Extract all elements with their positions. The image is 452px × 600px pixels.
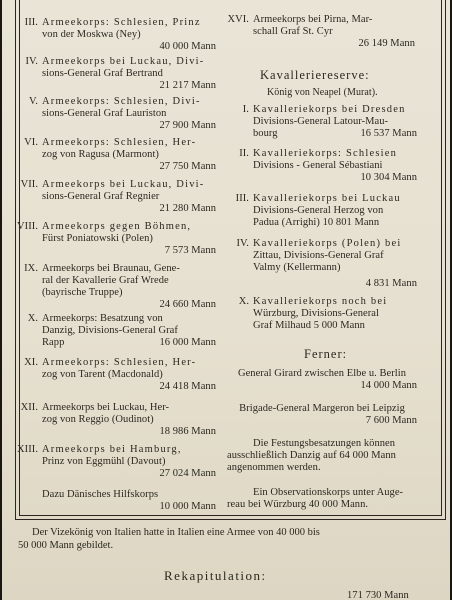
entry-VI: VI. Armeekorps: Schlesien, Her- zog von Ragusa (Marmont) 27 750 Mann [24, 137, 216, 172]
entry-XII: XII. Armeekorps bei Luckau, Her- zog von Reggio (Oudinot) 18 986 Mann [20, 402, 216, 437]
recap-partial-value: 171 730 Mann [347, 590, 409, 600]
kav-entry-X: X. Kavalleriekorps noch bei Würzburg, Divisions-General Graf Milhaud 5 000 Mann [238, 296, 388, 331]
entry-VII: VII. Armeekorps bei Luckau, Divi- sions-General Graf Regnier 21 280 Mann [20, 179, 216, 214]
entry-XI: XI. Armeekorps: Schlesien, Her- zog von Tarent (Macdonald) 24 418 Mann [24, 357, 216, 392]
entry-XIII: XIII. Armeekorps bei Hamburg, Prinz von Eggmühl (Davout) 27 024 Mann [17, 444, 216, 479]
book-page [2, 0, 450, 600]
entry-VIII: VIII. Armeekorps gegen Böhmen, Fürst Poniatowski (Polen) 7 573 Mann [17, 221, 216, 256]
kav-entry-IV: IV. Kavalleriekorps (Polen) bei Zittau, Divisions-General Graf Valmy (Kellermann) 4 831 Mann [236, 238, 417, 289]
kavalleriereserve-heading: Kavalleriereserve: [260, 68, 370, 82]
footer-paragraph: Der Vizekönig von Italien hatte in Italien eine Armee von 40 000 bis 50 000 Mann gebildet. [18, 527, 320, 551]
entry-IX: IX. Armeekorps bei Braunau, Gene- ral der Kavallerie Graf Wrede (bayrische Truppe) 24 660 Mann [24, 263, 216, 310]
entry-IV: IV. Armeekorps bei Luckau, Divi- sions-General Graf Bertrand 21 217 Mann [25, 56, 216, 91]
kav-entry-II: II. Kavalleriekorps: Schlesien Divisions - General Sébastiani 10 304 Mann [239, 148, 417, 183]
kavalleriereserve-subtitle: König von Neapel (Murat). [267, 87, 378, 98]
entry-daenisch: Dazu Dänisches Hilfskorps 10 000 Mann [42, 489, 216, 512]
entry-X: X. Armeekorps: Besatzung von Danzig, Divisions-General Graf Rapp 16 000 Mann [27, 313, 216, 348]
entry-V: V. Armeekorps: Schlesien, Divi- sions-General Graf Lauriston 27 900 Mann [29, 96, 216, 131]
rekapitulation-heading: Rekapitulation: [164, 568, 267, 583]
entry-XVI: XVI. Armeekorps bei Pirna, Mar- schall Graf St. Cyr 26 149 Mann [227, 14, 415, 49]
kav-entry-III: III. Kavalleriekorps bei Luckau Divisions-General Herzog von Padua (Arrighi) 10 801 Mann [235, 193, 401, 228]
kav-entry-I: I. Kavalleriekorps bei Dresden Divisions-General Latour-Mau- bourg 16 537 Mann [242, 104, 417, 139]
ferner-festung: Die Festungsbesatzungen können ausschließlich Danzig auf 64 000 Mann angenommen werden. [227, 438, 396, 473]
ferner-girard: General Girard zwischen Elbe u. Berlin 14 000 Mann [237, 368, 417, 391]
ferner-heading: Ferner: [304, 347, 348, 361]
ferner-observation: Ein Observationskorps unter Auge- reau bei Würzburg 40 000 Mann. [227, 487, 404, 510]
ferner-margeron: Brigade-General Margeron bei Leipzig 7 600 Mann [239, 403, 417, 426]
entry-III: III. Armeekorps: Schlesien, Prinz von der Moskwa (Ney) 40 000 Mann [24, 17, 216, 52]
